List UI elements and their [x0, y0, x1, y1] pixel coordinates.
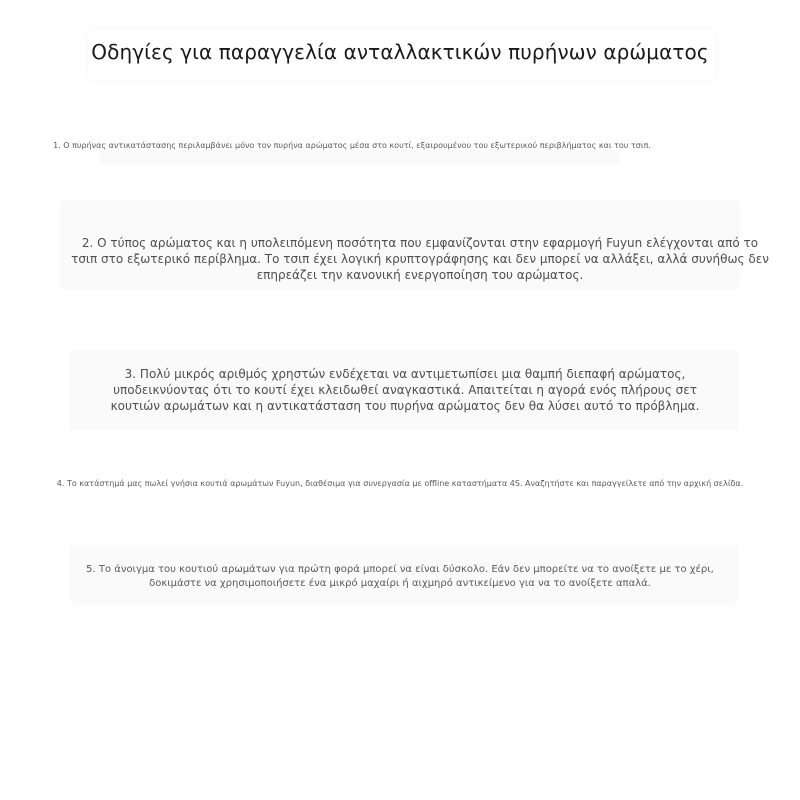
background-panel [100, 150, 620, 164]
instruction-note-3: 3. Πολύ μικρός αριθμός χρηστών ενδέχεται να αντιμετωπίσει μια θαμπή διεπαφή αρώματος, υποδεικνύοντας ότι το κουτί έχει κλειδωθεί αναγκαστικά. Απαιτείται η αγορά ενός πλήρους σετ κουτιών αρωμάτων και η αντικατάσταση του πυρήνα αρώματος δεν θα λύσει αυτό το πρόβλημα. [110, 367, 700, 413]
instruction-note-1: 1. Ο πυρήνας αντικατάστασης περιλαμβάνει μόνο τον πυρήνα αρώματος μέσα στο κουτί, εξαιρουμένου του εξωτερικού περιβλήματος και του τσιπ. [53, 141, 651, 150]
instruction-note-5: 5. Το άνοιγμα του κουτιού αρωμάτων για πρώτη φορά μπορεί να είναι δύσκολο. Εάν δεν μπορείτε να το ανοίξετε με το χέρι, δοκιμάστε να χρησιμοποιήσετε ένα μικρό μαχαίρι ή αιχμηρό αντικείμενο για να το ανοίξετε απαλά. [86, 564, 714, 589]
instruction-note-2: 2. Ο τύπος αρώματος και η υπολειπόμενη ποσότητα που εμφανίζονται στην εφαρμογή Fuyun ελέγχονται από το τσιπ στο εξωτερικό περίβλημα. Το τσιπ έχει λογική κρυπτογράφησης και δεν μπορεί να αλλάξει, αλλά συνήθως δεν επηρεάζει την κανονική ενεργοποίηση του αρώματος. [71, 236, 769, 282]
instruction-note-4: 4. Το κατάστημά μας πωλεί γνήσια κουτιά αρωμάτων Fuyun, διαθέσιμα για συνεργασία με offline καταστήματα 4S. Αναζητήστε και παραγγείλετε από την αρχική σελίδα. [56, 479, 744, 488]
page-title: Οδηγίες για παραγγελία ανταλλακτικών πυρήνων αρώματος [91, 40, 709, 64]
